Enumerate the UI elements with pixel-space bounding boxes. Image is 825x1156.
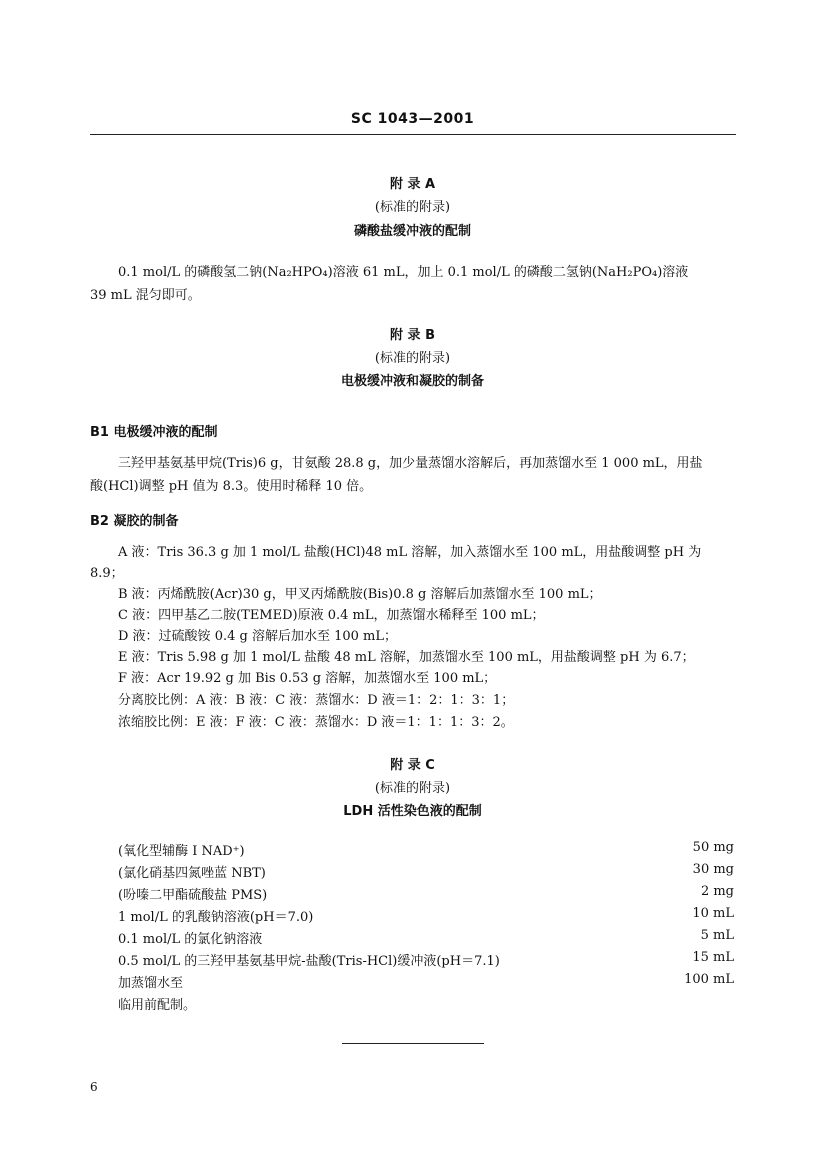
reagent-amount: 10 mL xyxy=(692,906,734,921)
reagent-amount: 2 mg xyxy=(700,884,734,899)
reagent-label: 加蒸馏水至 xyxy=(118,976,184,991)
b1-line2: 酸(HCl)调整 pH 值为 8.3。使用时稀释 10 倍。 xyxy=(90,479,373,494)
reagent-label: 0.1 mol/L 的氯化钠溶液 xyxy=(118,932,263,947)
reagent-label: (氧化型辅酶 I NAD⁺) xyxy=(118,844,245,859)
annex-b-title: 附 录 B xyxy=(390,328,435,343)
reagent-label: 1 mol/L 的乳酸钠溶液(pH＝7.0) xyxy=(118,910,314,925)
annex-a-name: 磷酸盐缓冲液的配制 xyxy=(353,224,471,239)
solution-a-line2: 8.9； xyxy=(90,566,124,581)
reagent-amount: 30 mg xyxy=(692,862,734,877)
annex-b-type: (标准的附录) xyxy=(374,351,451,366)
end-rule xyxy=(342,1043,484,1044)
solution-c-line: C 液：四甲基乙二胺(TEMED)原液 0.4 mL，加蒸馏水稀释至 100 mL； xyxy=(118,608,545,623)
annex-c-name: LDH 活性染色液的配制 xyxy=(343,804,482,819)
header-rule xyxy=(90,134,736,135)
separating-gel-ratio: 分离胶比例：A 液：B 液：C 液：蒸馏水：D 液＝1：2：1：3：1； xyxy=(118,693,515,708)
standard-code: SC 1043—2001 xyxy=(350,111,475,127)
stacking-gel-ratio: 浓缩胶比例：E 液：F 液：C 液：蒸馏水：D 液＝1：1：1：3：2。 xyxy=(118,715,514,730)
annex-b-name: 电极缓冲液和凝胶的制备 xyxy=(340,374,484,389)
solution-b-line: B 液：丙烯酰胺(Acr)30 g，甲叉丙烯酰胺(Bis)0.8 g 溶解后加蒸馏水至 100 mL； xyxy=(118,587,602,602)
solution-d-line: D 液：过硫酸铵 0.4 g 溶解后加水至 100 mL； xyxy=(118,629,397,644)
reagent-amount: 15 mL xyxy=(692,950,734,965)
reagent-label: 0.5 mol/L 的三羟甲基氨基甲烷-盐酸(Tris-HCl)缓冲液(pH＝7.1) xyxy=(118,954,500,969)
preparation-note: 临用前配制。 xyxy=(118,998,197,1013)
reagent-amount: 5 mL xyxy=(700,928,734,943)
annex-c-type: (标准的附录) xyxy=(374,781,451,796)
section-b2-heading: B2 凝胶的制备 xyxy=(90,514,179,529)
solution-a-line1: A 液：Tris 36.3 g 加 1 mol/L 盐酸(HCl)48 mL 溶解，加入蒸馏水至 100 mL，用盐酸调整 pH 为 xyxy=(118,545,702,560)
annex-a-para-line2: 39 mL 混匀即可。 xyxy=(90,288,201,303)
reagent-amount: 50 mg xyxy=(692,840,734,855)
page-number: 6 xyxy=(90,1080,98,1094)
annex-a-type: (标准的附录) xyxy=(374,200,451,215)
reagent-amount: 100 mL xyxy=(684,972,734,987)
b1-line1: 三羟甲基氨基甲烷(Tris)6 g，甘氨酸 28.8 g，加少量蒸馏水溶解后，再加蒸馏水至 1 000 mL，用盐 xyxy=(118,456,703,471)
reagent-label: (吩嗪二甲酯硫酸盐 PMS) xyxy=(118,888,268,903)
annex-a-para-line1: 0.1 mol/L 的磷酸氢二钠(Na₂HPO₄)溶液 61 mL，加上 0.1 mol/L 的磷酸二氢钠(NaH₂PO₄)溶液 xyxy=(118,265,689,280)
annex-c-title: 附 录 C xyxy=(390,758,435,773)
section-b1-heading: B1 电极缓冲液的配制 xyxy=(90,425,218,440)
reagent-label: (氯化硝基四氮唑蓝 NBT) xyxy=(118,866,266,881)
solution-f-line: F 液：Acr 19.92 g 加 Bis 0.53 g 溶解，加蒸馏水至 100 mL； xyxy=(118,671,497,686)
annex-a-title: 附 录 A xyxy=(389,177,436,192)
solution-e-line: E 液：Tris 5.98 g 加 1 mol/L 盐酸 48 mL 溶解，加蒸馏水至 100 mL，用盐酸调整 pH 为 6.7； xyxy=(118,650,695,665)
